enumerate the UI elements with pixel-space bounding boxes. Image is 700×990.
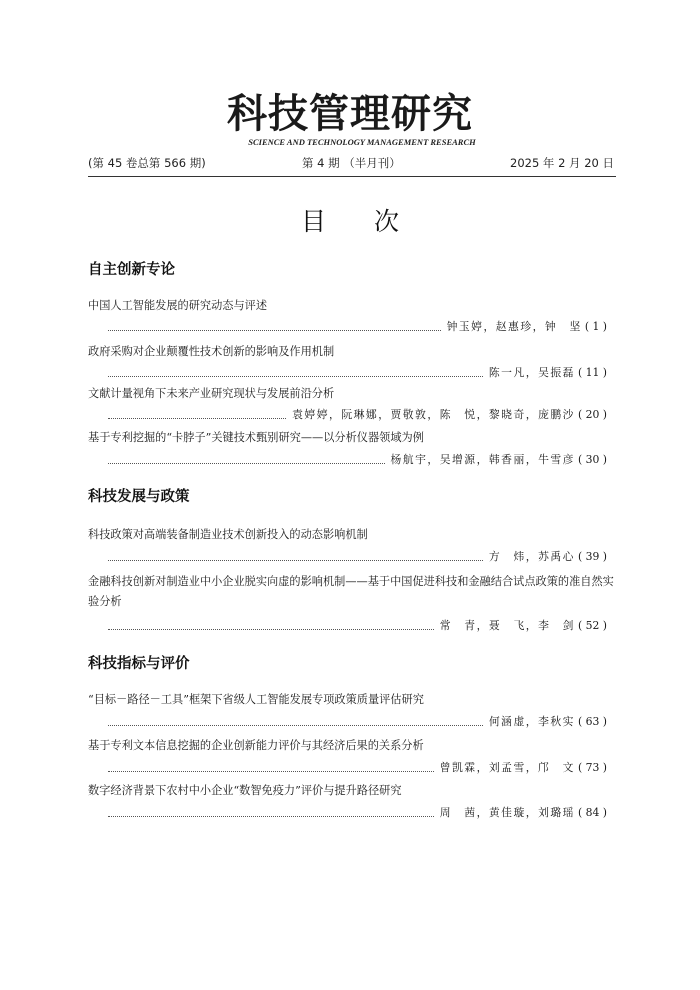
article-byline <box>108 364 607 382</box>
article-authors: 周 茜，黄佳璇，刘璐瑶 <box>439 806 575 819</box>
article-title[interactable]: “目标－路径－工具”框架下省级人工智能发展专项政策质量评估研究 <box>88 693 424 706</box>
page-number: ( 1 ) <box>584 320 607 333</box>
toc-title: 目 次 <box>301 207 419 236</box>
article-byline <box>108 451 607 469</box>
page-number: ( 84 ) <box>577 806 607 819</box>
article-byline <box>108 548 607 566</box>
dot-leader <box>108 418 286 419</box>
masthead <box>0 92 700 147</box>
dot-leader <box>108 330 441 331</box>
article-authors: 曾凯霖，刘孟雪，邝 文 <box>439 761 575 774</box>
article-title[interactable]: 金融科技创新对制造业中小企业脱实向虚的影响机制——基于中国促进科技和金融结合试点政策的准自然实验分析 <box>88 575 614 608</box>
page-number: ( 20 ) <box>577 408 607 421</box>
page-number: ( 39 ) <box>577 550 607 563</box>
page-number: ( 52 ) <box>577 619 607 632</box>
article-byline <box>108 804 607 822</box>
article-authors: 袁婷婷，阮琳娜，贾敬敦，陈 悦，黎晓奇，庞鹏沙 <box>292 408 575 421</box>
dot-leader <box>108 560 483 561</box>
article-authors: 常 青，聂 飞，李 剑 <box>439 619 575 632</box>
journal-subtitle: SCIENCE AND TECHNOLOGY MANAGEMENT RESEARCH <box>248 137 476 147</box>
section-heading: 自主创新专论 <box>88 262 175 278</box>
article-authors: 方 炜，苏禹心 <box>488 550 575 563</box>
volume-number: (第 45 卷总第 566 期) <box>88 156 206 170</box>
dot-leader <box>108 376 483 377</box>
dot-leader <box>108 629 434 630</box>
page-number: ( 73 ) <box>577 761 607 774</box>
article-authors: 杨航宇，吴增源，韩香丽，牛雪彦 <box>390 453 575 466</box>
page-number: ( 30 ) <box>577 453 607 466</box>
article-byline <box>108 406 607 424</box>
publication-date: 2025 年 2 月 20 日 <box>510 156 614 170</box>
issue-number: 第 4 期 （半月刊） <box>302 156 401 170</box>
dot-leader <box>108 463 385 464</box>
journal-title: 科技管理研究 <box>227 90 473 137</box>
article-title[interactable]: 政府采购对企业颠覆性技术创新的影响及作用机制 <box>88 345 335 358</box>
article-authors: 钟玉婷，赵惠珍，钟 坚 <box>446 320 582 333</box>
article-authors: 陈一凡，吴振磊 <box>488 366 575 379</box>
article-title[interactable]: 数字经济背景下农村中小企业“数智免疫力”评价与提升路径研究 <box>88 784 402 797</box>
article-title[interactable]: 科技政策对高端装备制造业技术创新投入的动态影响机制 <box>88 528 368 541</box>
dot-leader <box>108 725 483 726</box>
article-authors: 何涵虚，李秋实 <box>488 715 575 728</box>
page-number: ( 11 ) <box>577 366 607 379</box>
page-number: ( 63 ) <box>577 715 607 728</box>
article-title[interactable]: 基于专利文本信息挖掘的企业创新能力评价与其经济后果的关系分析 <box>88 739 424 752</box>
dot-leader <box>108 771 434 772</box>
header-divider <box>88 176 616 177</box>
section-heading: 科技指标与评价 <box>88 656 190 672</box>
dot-leader <box>108 816 434 817</box>
issue-info-bar <box>88 154 616 172</box>
article-byline <box>108 318 607 336</box>
article-byline <box>108 617 607 635</box>
article-title[interactable]: 文献计量视角下未来产业研究现状与发展前沿分析 <box>88 387 335 400</box>
section-heading: 科技发展与政策 <box>88 489 190 505</box>
article-byline <box>108 759 607 777</box>
article-title[interactable]: 基于专利挖掘的“卡脖子”关键技术甄别研究——以分析仪器领域为例 <box>88 431 424 444</box>
article-byline <box>108 713 607 731</box>
article-title[interactable]: 中国人工智能发展的研究动态与评述 <box>88 299 268 312</box>
